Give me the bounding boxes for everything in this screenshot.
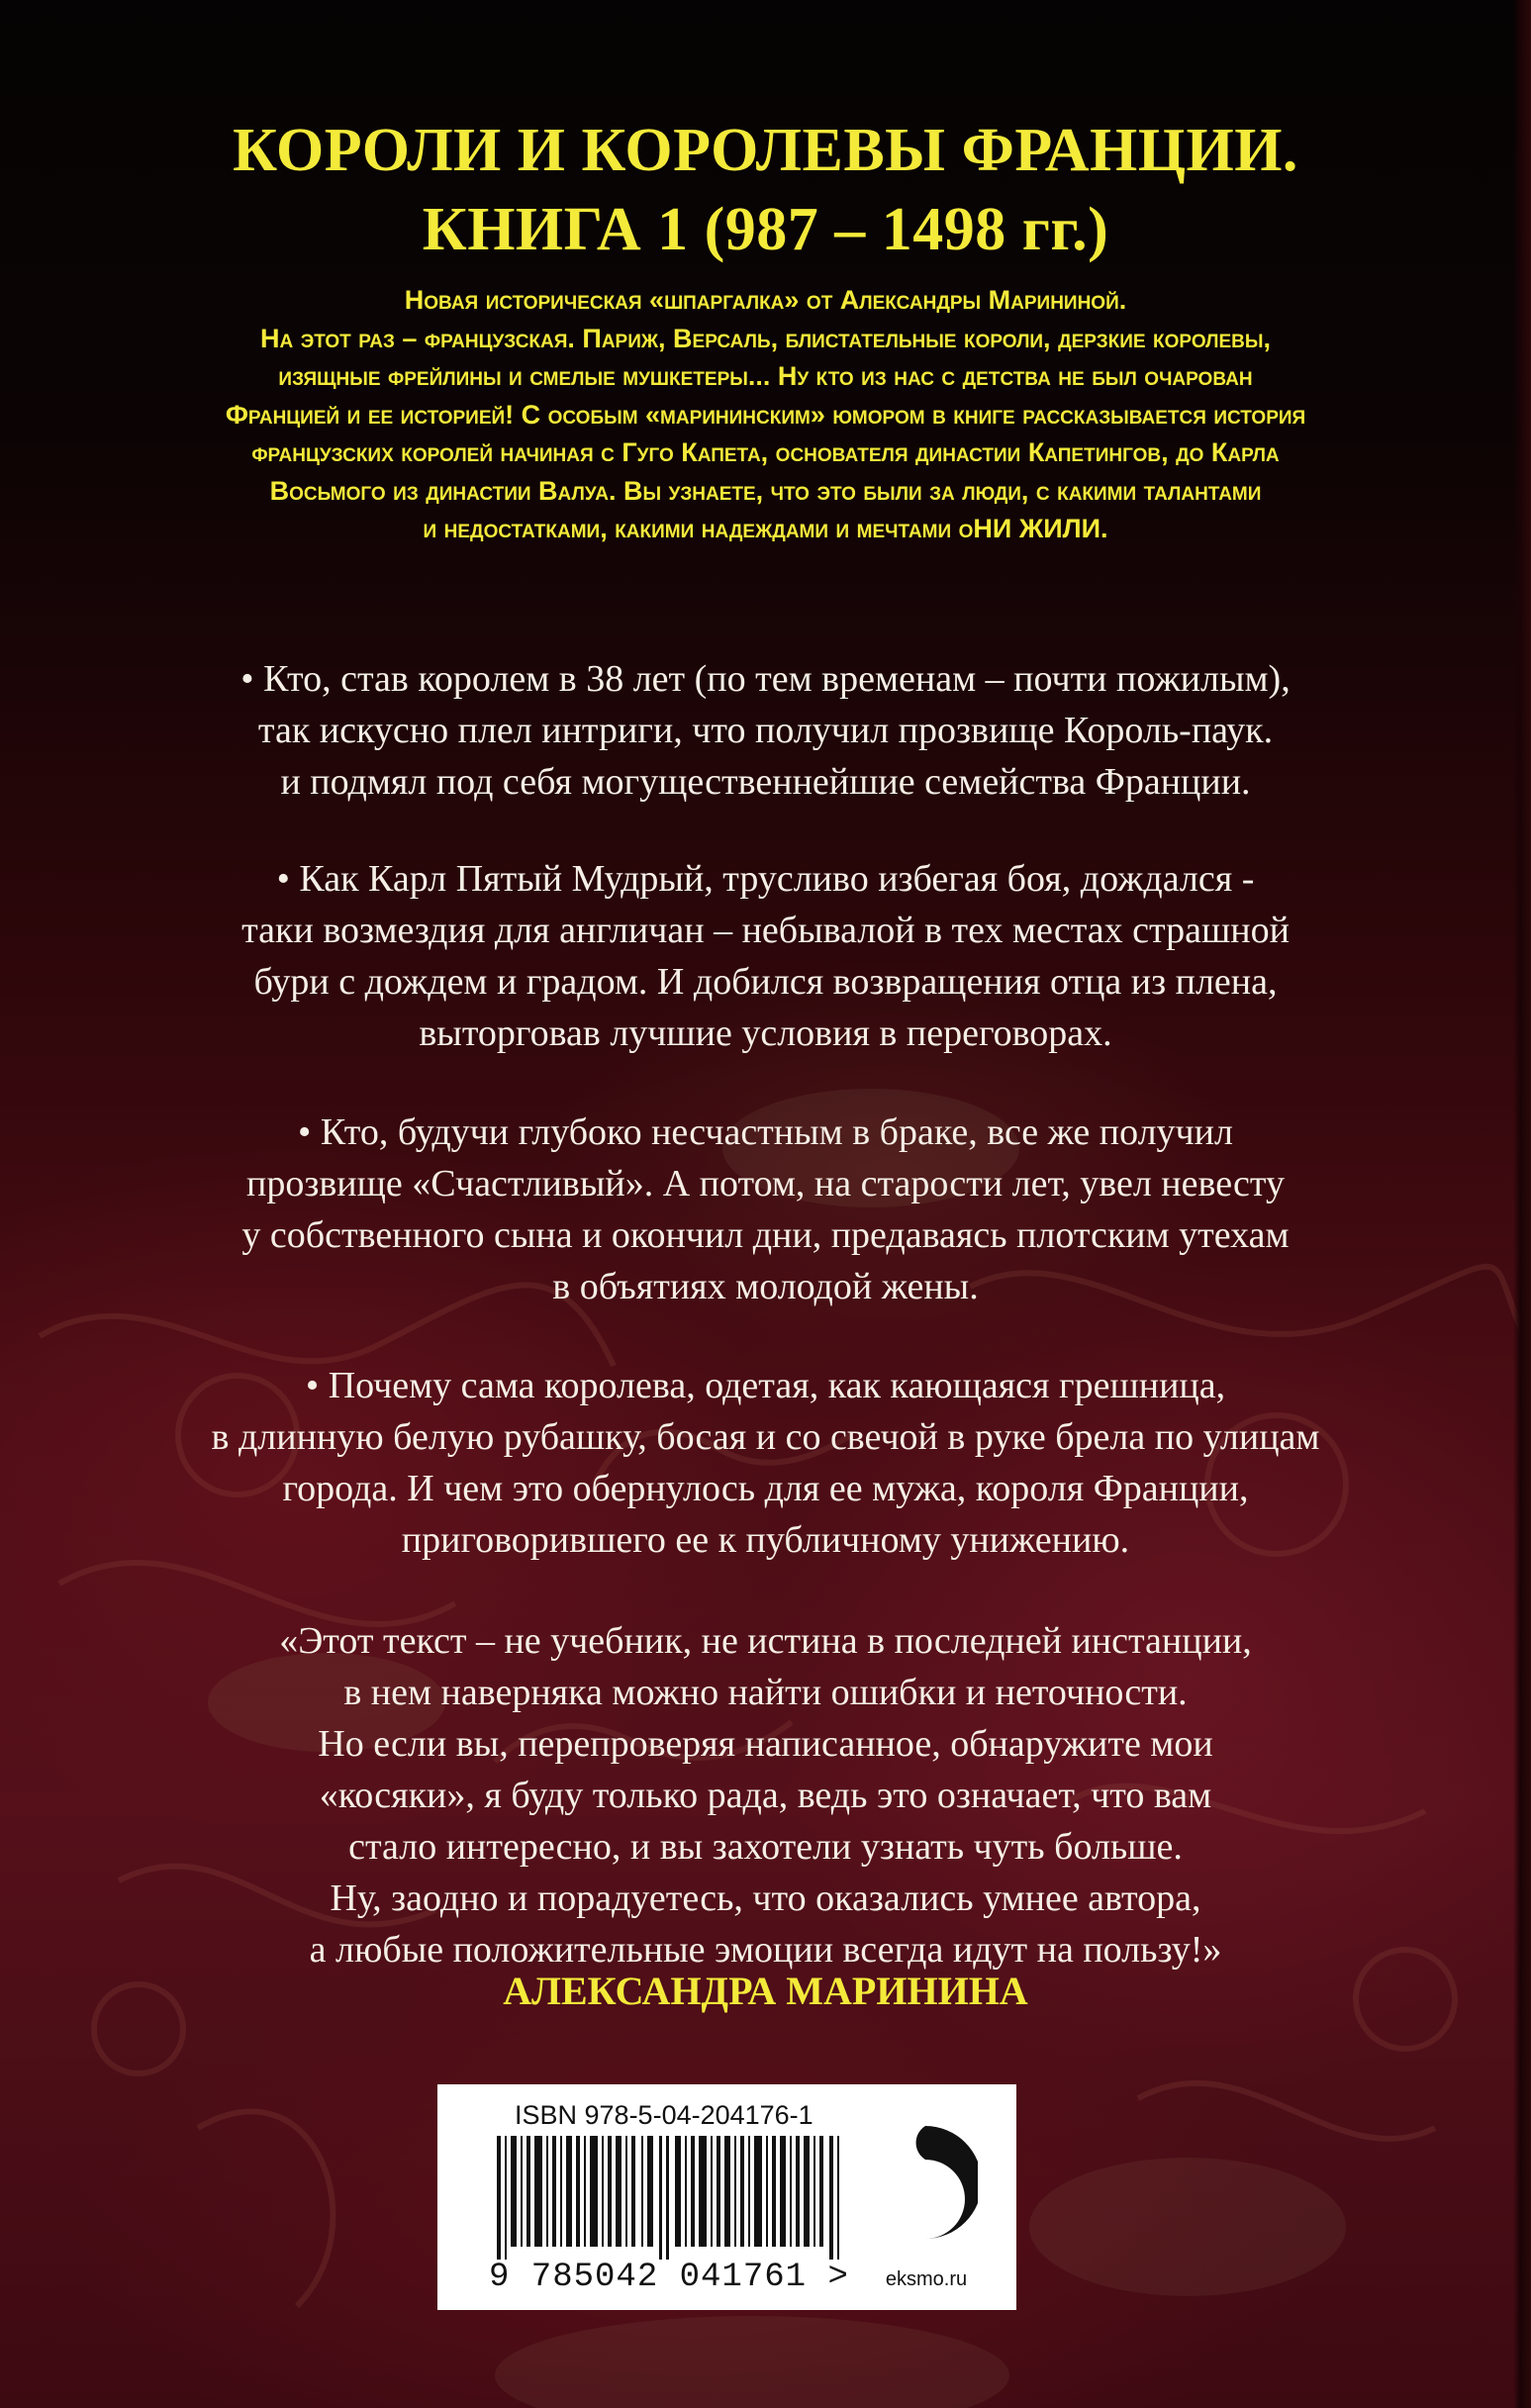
book-title: КОРОЛИ И КОРОЛЕВЫ ФРАНЦИИ. [233, 117, 1298, 184]
fact-line: • Кто, будучи глубоко несчастным в браке, все же получил [298, 1111, 1233, 1153]
barcode-digits: 9 785042 041761 > [489, 2259, 849, 2296]
cover-right-edge [1513, 0, 1531, 2408]
quote-line: «косяки», я буду только рада, ведь это означает, что вам [319, 1775, 1212, 1816]
fact-line: • Почему сама королева, одетая, как кающаяся грешница, [305, 1365, 1226, 1406]
book-subtitle: КНИГА 1 (987 – 1498 гг.) [422, 196, 1109, 263]
fact-line: • Как Карл Пятый Мудрый, трусливо избегая боя, дождался - [276, 858, 1255, 900]
blurb-line: Восьмого из династии Валуа. Вы узнаете, что это были за люди, с какими талантами [269, 475, 1262, 506]
fact-paragraph-2 [59, 853, 1472, 1059]
author-name: АЛЕКСАНДРА МАРИНИНА [503, 1969, 1028, 2013]
fact-paragraph-3 [59, 1107, 1472, 1312]
fact-paragraph-4 [59, 1360, 1472, 1566]
quote-line: в нем наверняка можно найти ошибки и неточности. [343, 1672, 1188, 1713]
blurb-line: изящные фрейлины и смелые мушкетеры... Ну кто из нас с детства не был очарован [278, 361, 1253, 391]
quote-line: «Этот текст – не учебник, не истина в последней инстанции, [279, 1620, 1252, 1662]
isbn-text: ISBN 978-5-04-204176-1 [515, 2100, 813, 2130]
fact-line: у собственного сына и окончил дни, предаваясь плотским утехам [241, 1214, 1290, 1256]
eksmo-logo-icon [873, 2118, 978, 2247]
quote-line: а любые положительные эмоции всегда идут на пользу!» [309, 1929, 1222, 1971]
fact-paragraph-1 [59, 653, 1472, 808]
quote-line: Ну, заодно и порадуетесь, что оказались умнее автора, [330, 1878, 1201, 1919]
fact-line: в объятиях молодой жены. [552, 1266, 979, 1307]
fact-line: бури с дождем и градом. И добился возвращения отца из плена, [253, 961, 1278, 1003]
blurb-line: и недостатками, какими надеждами и мечтами оНИ ЖИЛИ. [423, 514, 1108, 543]
blurb-line: французских королей начиная с Гуго Капета, основателя династии Капетингов, до Карла [251, 437, 1280, 467]
fact-line: приговорившего ее к публичному унижению. [401, 1519, 1130, 1561]
fact-line: • Кто, став королем в 38 лет (по тем временам – почти пожилым), [240, 658, 1291, 700]
fact-line: города. И чем это обернулось для ее мужа, короля Франции, [282, 1468, 1249, 1509]
blurb-line: На этот раз – французская. Париж, Версаль, блистательные короли, дерзкие королевы, [260, 323, 1271, 353]
barcode-icon [497, 2136, 843, 2260]
fact-line: прозвище «Счастливый». А потом, на старости лет, увел невесту [245, 1163, 1285, 1204]
fact-line: в длинную белую рубашку, босая и со свечой в руке брела по улицам [211, 1416, 1320, 1458]
blurb-line: Францией и ее историей! С особым «марининским» юмором в книге рассказывается история [225, 399, 1306, 430]
quote-line: Но если вы, перепроверяя написанное, обнаружите мои [318, 1723, 1213, 1765]
fact-line: таки возмездия для англичан – небывалой в тех местах страшной [241, 910, 1290, 951]
fact-line: и подмял под себя могущественнейшие семейства Франции. [280, 761, 1251, 803]
publisher-site: eksmo.ru [885, 2268, 968, 2290]
fact-line: так искусно плел интриги, что получил прозвище Король-паук. [257, 710, 1274, 751]
barcode-panel [437, 2084, 1016, 2310]
quote-line: стало интересно, и вы захотели узнать чуть больше. [348, 1826, 1183, 1868]
fact-line: выторговав лучшие условия в переговорах. [419, 1012, 1112, 1054]
blurb-line: Новая историческая «шпаргалка» от Александры Марининой. [404, 285, 1127, 315]
author-quote [59, 1615, 1472, 1975]
book-blurb [109, 281, 1422, 548]
